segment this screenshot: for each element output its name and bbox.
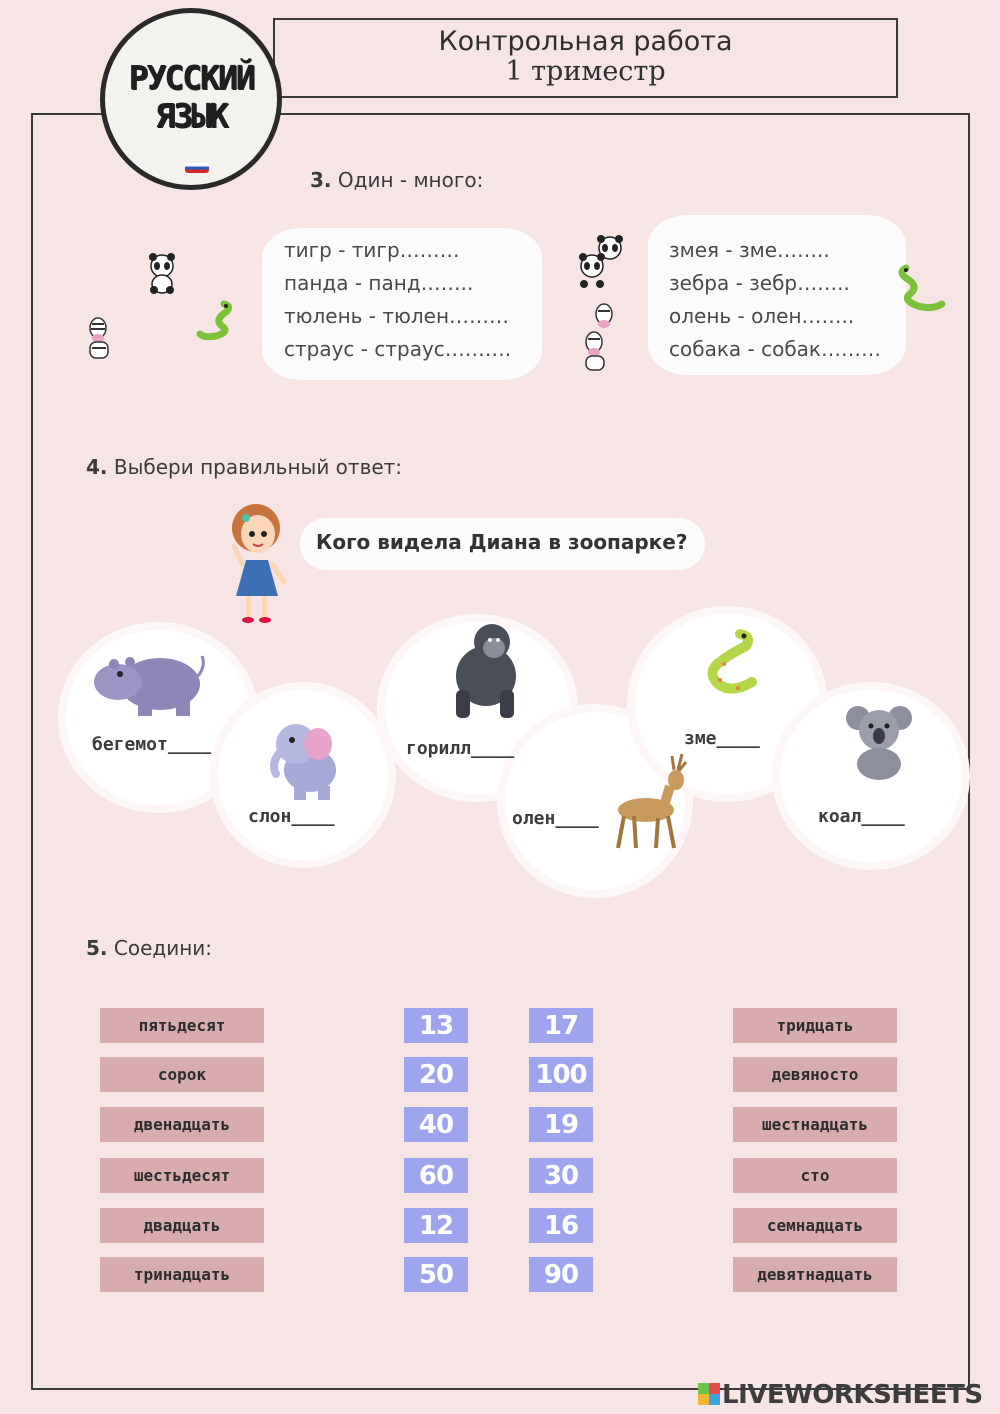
deer-icon xyxy=(612,752,696,854)
section5-title: 5. Соедини: xyxy=(86,936,213,960)
title-line2: 1 триместр xyxy=(505,56,666,87)
gorilla-icon xyxy=(448,620,524,720)
left-word-box[interactable]: тринадцать xyxy=(100,1257,264,1292)
section3-left-list xyxy=(284,234,511,366)
section4-title: 4. Выбери правильный ответ: xyxy=(86,455,403,479)
right-word-box[interactable]: семнадцать xyxy=(733,1208,897,1243)
logo-line1: РУССКИЙ xyxy=(128,58,254,97)
right-word-box[interactable]: сто xyxy=(733,1158,897,1193)
flag-icon xyxy=(185,163,209,173)
right-word-box[interactable]: шестнадцать xyxy=(733,1107,897,1142)
snake-icon xyxy=(196,298,236,342)
word-item: панда - панд…….. xyxy=(284,271,474,295)
subject-logo xyxy=(100,8,282,190)
word-item: страус - страус………. xyxy=(284,337,512,361)
number-box[interactable]: 17 xyxy=(529,1008,593,1043)
section3-right-list xyxy=(669,234,881,366)
zebra-icon xyxy=(84,316,116,362)
right-word-box[interactable]: тридцать xyxy=(733,1008,897,1043)
number-box[interactable]: 20 xyxy=(404,1057,468,1092)
number-box[interactable]: 19 xyxy=(529,1107,593,1142)
animal-label-koala: коал____ xyxy=(818,806,905,827)
number-box[interactable]: 12 xyxy=(404,1208,468,1243)
panda-icon xyxy=(144,252,180,294)
word-item: зебра - зебр…….. xyxy=(669,271,850,295)
animal-label-hippo: бегемот____ xyxy=(92,734,212,755)
number-box[interactable]: 40 xyxy=(404,1107,468,1142)
right-word-box[interactable]: девятнадцать xyxy=(733,1257,897,1292)
number-box[interactable]: 50 xyxy=(404,1257,468,1292)
number-box[interactable]: 100 xyxy=(529,1057,593,1092)
right-word-box[interactable]: девяносто xyxy=(733,1057,897,1092)
number-box[interactable]: 60 xyxy=(404,1158,468,1193)
left-word-box[interactable]: двадцать xyxy=(100,1208,264,1243)
koala-icon xyxy=(846,700,912,782)
section3-title: 3. Один - много: xyxy=(310,168,484,192)
word-item: змея - зме…….. xyxy=(669,238,830,262)
word-item: тюлень - тюлен……… xyxy=(284,304,510,328)
number-box[interactable]: 16 xyxy=(529,1208,593,1243)
title-box xyxy=(273,18,898,98)
elephant-icon xyxy=(266,714,346,802)
girl-icon xyxy=(222,496,292,628)
question-text: Кого видела Диана в зоопарке? xyxy=(316,530,688,554)
number-box[interactable]: 30 xyxy=(529,1158,593,1193)
left-word-box[interactable]: сорок xyxy=(100,1057,264,1092)
animal-label-elephant: слон____ xyxy=(248,806,335,827)
word-item: собака - собак……… xyxy=(669,337,881,361)
left-word-box[interactable]: двенадцать xyxy=(100,1107,264,1142)
logo-line2: ЯЗЫК xyxy=(155,96,227,135)
number-box[interactable]: 90 xyxy=(529,1257,593,1292)
animal-label-snake: зме____ xyxy=(684,728,760,749)
liveworksheets-watermark: LIVEWORKSHEETS xyxy=(698,1380,983,1410)
animal-label-gorilla: горилл____ xyxy=(406,738,515,759)
hippo-icon xyxy=(90,646,208,718)
number-box[interactable]: 13 xyxy=(404,1008,468,1043)
left-word-box[interactable]: шестьдесят xyxy=(100,1158,264,1193)
snake-cloud-icon xyxy=(700,624,762,700)
word-item: олень - олен…….. xyxy=(669,304,855,328)
title-line1: Контрольная работа xyxy=(438,26,733,57)
liveworksheets-logo-icon xyxy=(698,1383,720,1405)
snake-right-icon xyxy=(898,262,946,316)
pandas-icon xyxy=(576,234,628,290)
animal-label-deer: олен____ xyxy=(512,808,599,829)
left-word-box[interactable]: пятьдесят xyxy=(100,1008,264,1043)
word-item: тигр - тигр……… xyxy=(284,238,460,262)
zebras-icon xyxy=(578,302,622,374)
